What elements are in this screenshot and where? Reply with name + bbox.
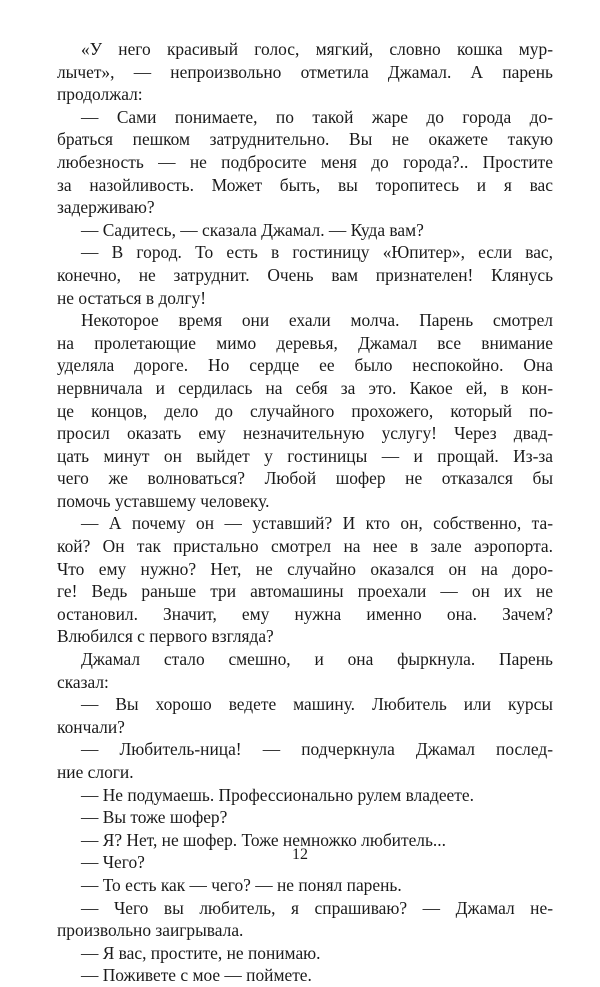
text-line: — Не подумаешь. Профессионально рулем владеете. [81,784,474,805]
text-line: ге! Ведь раньше три автомашины проехали — он их не [57,581,553,602]
page-body [57,38,553,987]
text-line: браться пешком затруднительно. Вы не окажете такую [57,129,553,150]
text-line: — Чего? [81,852,145,873]
text-line: ние слоги. [57,762,134,782]
text-line: Что ему нужно? Нет, не случайно оказался он на доро- [57,558,553,579]
text-line: помочь уставшему человеку. [57,490,270,511]
text-line: продолжал: [57,84,143,105]
text-line: це концов, дело до случайного прохожего, который по- [57,400,553,421]
text-line: кончали? [57,716,125,737]
text-line: цать минут он выйдет у гостиницы — и прощай. Из-за [57,445,553,466]
text-line: лычет», — непроизвольно отметила Джамал. А парень [57,61,553,82]
text-line: остановил. Значит, ему нужна именно она. Зачем? [57,603,553,624]
text-line: «У него красивый голос, мягкий, словно кошка мур- [81,39,553,59]
text-line: — То есть как — чего? — не понял парень. [81,874,402,895]
text-line: — Любитель-ница! — подчеркнула Джамал послед- [81,739,553,760]
text-line: нервничала и сердилась на себя за это. Какое ей, в кон- [57,377,553,398]
text-line: любезность — не подбросите меня до города?.. Простите [57,151,553,172]
text-line: не остаться в долгу! [57,287,207,308]
text-line: на пролетающие мимо деревья, Джамал все внимание [57,332,553,353]
text-line: просил оказать ему незначительную услугу! Через двад- [57,423,553,444]
text-line: — Вы тоже шофер? [81,807,228,828]
text-line: — А почему он — уставший? И кто он, собственно, та- [81,513,553,534]
text-line: — Чего вы любитель, я спрашиваю? — Джамал не- [81,897,553,918]
text-line: — Садитесь, — сказала Джамал. — Куда вам? [81,219,424,240]
text-line: конечно, не затруднит. Очень вам признателен! Клянусь [57,264,553,285]
text-line: Некоторое время они ехали молча. Парень смотрел [81,310,553,331]
text-line: кой? Он так пристально смотрел на нее в зале аэропорта. [57,536,553,557]
text-line: — Я вас, простите, не понимаю. [81,942,321,963]
text-line: чего же волноваться? Любой шофер не отказался бы [57,468,553,489]
text-line: — Поживете с мое — поймете. [81,965,312,986]
text-line: — Сами понимаете, по такой жаре до города до- [81,106,553,127]
text-line: — Я? Нет, не шофер. Тоже немножко любитель... [81,829,446,850]
text-line: произвольно заигрывала. [57,920,244,941]
text-line: задерживаю? [57,197,155,218]
text-line: Джамал стало смешно, и она фыркнула. Парень [81,649,553,670]
text-line: — В город. То есть в гостиницу «Юпитер», если вас, [81,242,553,263]
text-line: сказал: [57,671,109,692]
text-line: — Вы хорошо ведете машину. Любитель или курсы [81,694,553,715]
text-line: за назойливость. Может быть, вы торопитесь и я вас [57,174,553,195]
text-line: уделяла дороге. Но сердце ее было неспокойно. Она [57,355,553,376]
text-line: Влюбился с первого взгляда? [57,626,274,647]
page-number: 12 [292,846,308,863]
